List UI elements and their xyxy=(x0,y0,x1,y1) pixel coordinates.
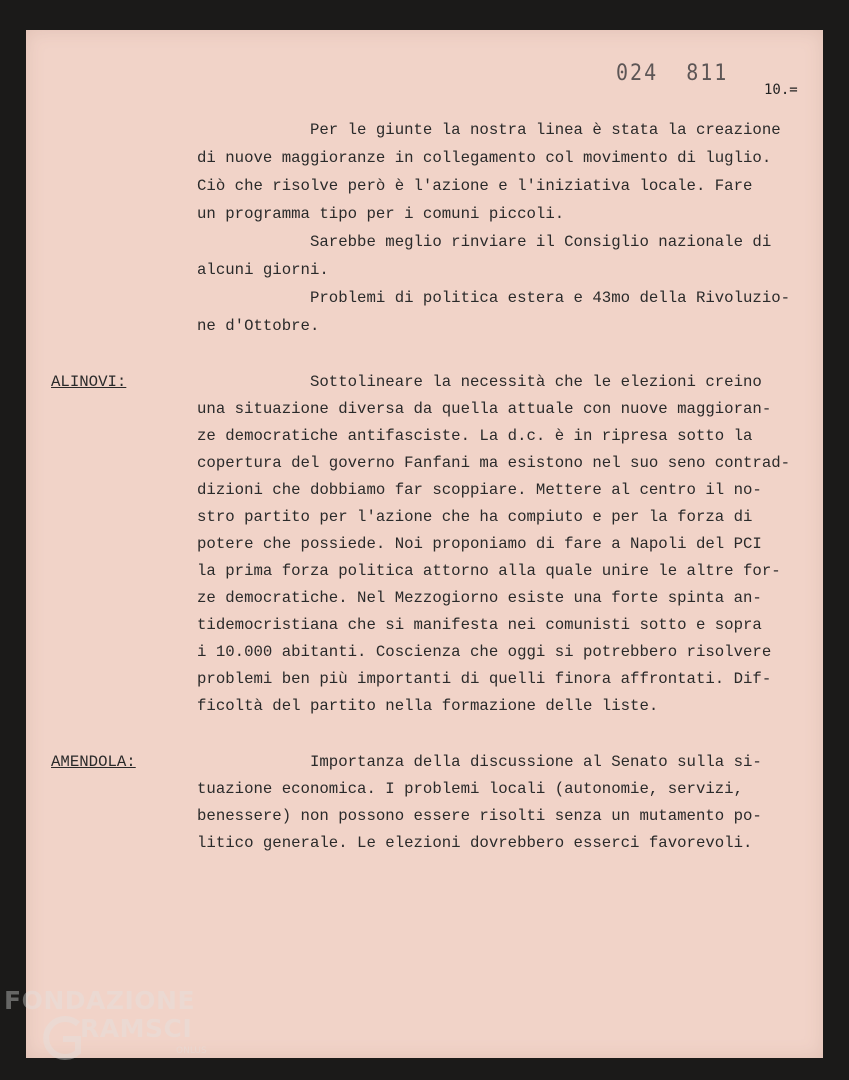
intro-line: alcuni giorni. xyxy=(197,261,329,279)
watermark-sub: ONLUS xyxy=(176,1046,207,1056)
speaker-amendola: AMENDOLA: xyxy=(51,753,136,771)
page-number: 10.= xyxy=(764,82,798,98)
intro-line: Sarebbe meglio rinviare il Consiglio nazionale di xyxy=(197,233,772,251)
intro-line: Per le giunte la nostra linea è stata la creazione xyxy=(197,121,781,139)
alinovi-line: dizioni che dobbiamo far scoppiare. Mettere al centro il no- xyxy=(197,481,762,499)
alinovi-line: copertura del governo Fanfani ma esistono nel suo seno contrad- xyxy=(197,454,791,472)
alinovi-line: stro partito per l'azione che ha compiuto e per la forza di xyxy=(197,508,753,526)
alinovi-line: Sottolineare la necessità che le elezioni creino xyxy=(197,373,762,391)
gramsci-logo-icon xyxy=(38,1012,84,1064)
amendola-line: Importanza della discussione al Senato sulla si- xyxy=(197,753,762,771)
watermark-line1: FONDAZIONE xyxy=(4,986,196,1015)
watermark-line2: RAMSCI xyxy=(80,1014,193,1043)
amendola-line: benessere) non possono essere risolti senza un mutamento po- xyxy=(197,807,762,825)
alinovi-line: ficoltà del partito nella formazione delle liste. xyxy=(197,697,659,715)
alinovi-line: potere che possiede. Noi proponiamo di fare a Napoli del PCI xyxy=(197,535,762,553)
intro-line: Problemi di politica estera e 43mo della Rivoluzio- xyxy=(197,289,791,307)
document-page xyxy=(26,30,823,1058)
alinovi-line: una situazione diversa da quella attuale con nuove maggioran- xyxy=(197,400,772,418)
alinovi-line: tidemocristiana che si manifesta nei comunisti sotto e sopra xyxy=(197,616,762,634)
amendola-line: litico generale. Le elezioni dovrebbero esserci favorevoli. xyxy=(197,834,753,852)
archive-number: 024 811 xyxy=(616,58,729,86)
alinovi-line: problemi ben più importanti di quelli finora affrontati. Dif- xyxy=(197,670,772,688)
alinovi-line: la prima forza politica attorno alla quale unire le altre for- xyxy=(197,562,781,580)
alinovi-line: i 10.000 abitanti. Coscienza che oggi si potrebbero risolvere xyxy=(197,643,772,661)
speaker-alinovi: ALINOVI: xyxy=(51,373,127,391)
intro-line: Ciò che risolve però è l'azione e l'iniziativa locale. Fare xyxy=(197,177,753,195)
intro-line: di nuove maggioranze in collegamento col movimento di luglio. xyxy=(197,149,772,167)
amendola-line: tuazione economica. I problemi locali (autonomie, servizi, xyxy=(197,780,744,798)
alinovi-line: ze democratiche. Nel Mezzogiorno esiste una forte spinta an- xyxy=(197,589,762,607)
fondazione-gramsci-watermark xyxy=(4,986,219,1076)
intro-line: ne d'Ottobre. xyxy=(197,317,320,335)
intro-line: un programma tipo per i comuni piccoli. xyxy=(197,205,565,223)
alinovi-line: ze democratiche antifasciste. La d.c. è in ripresa sotto la xyxy=(197,427,753,445)
